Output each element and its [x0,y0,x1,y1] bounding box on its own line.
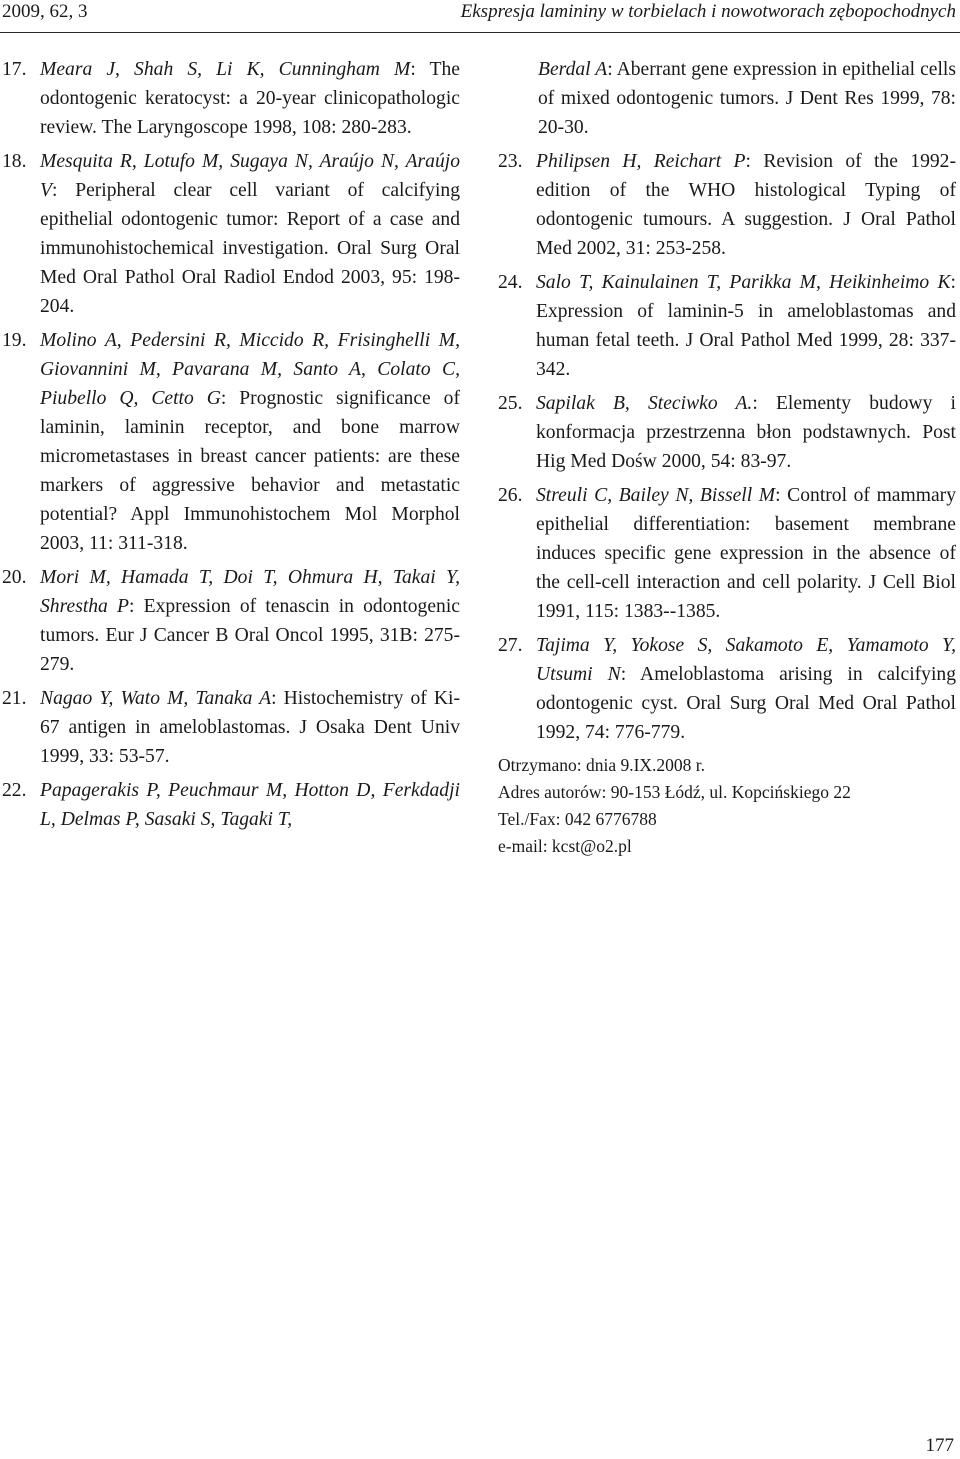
left-column [2,55,460,839]
reference-18 [2,147,460,321]
reference-text: : Aberrant gene expression in epithelial cells of mixed odontogenic tumors. J Dent Res 1999, 78: 20-30. [538,59,956,138]
phone-fax: Tel./Fax: 042 6776788 [498,809,657,829]
author-address: Adres autorów: 90-153 Łódź, ul. Kopcińskiego 22 [498,782,851,802]
reference-number: 25. [498,393,523,414]
reference-text: : Expression of laminin-5 in ameloblastomas and human fetal teeth. J Oral Pathol Med 1999, 28: 337-342. [536,272,956,380]
reference-27 [498,631,956,747]
reference-text: : Histochemistry of Ki-67 antigen in ameloblastomas. J Osaka Dent Univ 1999, 33: 53-57. [40,688,460,767]
email-address: e-mail: kcst@o2.pl [498,836,632,856]
reference-authors: Streuli C, Bailey N, Bissell M [536,485,776,506]
reference-text: : Elementy budowy i konformacja przestrzenna błon podstawnych. Post Hig Med Dośw 2000, 54: 83-97. [536,393,956,472]
reference-authors: Tajima Y, Yokose S, Sakamoto E, Yamamoto Y, Utsumi N [536,635,956,685]
reference-authors: Mori M, Hamada T, Doi T, Ohmura H, Takai Y, Shrestha P [40,567,460,617]
reference-authors: Berdal A [538,59,608,80]
reference-authors: Papagerakis P, Peuchmaur M, Hotton D, Ferkdadji L, Delmas P, Sasaki S, Tagaki T, [40,780,460,830]
reference-number: 21. [2,688,27,709]
reference-text: : Control of mammary epithelial differentiation: basement membrane induces specific gene expression in the absence of the cell-cell interaction and cell polarity. J Cell Biol 1991, 115: 1383--1385. [536,485,957,622]
reference-26 [498,481,956,626]
reference-number: 23. [498,151,523,172]
reference-text: : Ameloblastoma arising in calcifying odontogenic cyst. Oral Surg Oral Med Oral Pathol 1992, 74: 776-779. [536,664,957,743]
right-column [498,55,956,860]
reference-number: 18. [2,151,27,172]
reference-text: : Revision of the 1992-edition of the WHO histological Typing of odontogenic tumours. A suggestion. J Oral Pathol Med 2002, 31: 253-258. [536,151,956,259]
page-number: 177 [925,1435,954,1456]
reference-text: : Prognostic significance of laminin, laminin receptor, and bone marrow micrometastases in breast cancer patients: are these markers of aggressive behavior and metastatic potential? Appl Immunohistochem Mol Morphol 2003, 11: 311-318. [40,388,460,554]
reference-20 [2,563,460,679]
reference-number: 17. [2,59,27,80]
reference-number: 22. [2,780,27,801]
reference-number: 24. [498,272,523,293]
reference-17 [2,55,460,142]
reference-number: 19. [2,330,27,351]
reference-number: 26. [498,485,523,506]
reference-22 [2,776,460,834]
received-date: Otrzymano: dnia 9.IX.2008 r. [498,755,706,775]
reference-text: : Expression of tenascin in odontogenic tumors. Eur J Cancer B Oral Oncol 1995, 31B: 275-279. [40,596,460,675]
reference-23 [498,147,956,263]
reference-21 [2,684,460,771]
reference-authors: Sapilak B, Steciwko A. [536,393,753,414]
reference-text: : The odontogenic keratocyst: a 20-year clinicopathologic review. The Laryngoscope 1998, 108: 280-283. [40,59,461,138]
running-header [0,0,960,33]
reference-text: : Peripheral clear cell variant of calcifying epithelial odontogenic tumor: Report of a case and immunohistochemical investigation. Oral Surg Oral Med Oral Pathol Oral Radiol Endod 2003, 95: 198-204. [40,180,460,317]
reference-number: 27. [498,635,523,656]
journal-issue: 2009, 62, 3 [2,1,88,22]
article-metadata [498,752,956,860]
reference-authors: Salo T, Kainulainen T, Parikka M, Heikinheimo K [536,272,951,293]
reference-authors: Mesquita R, Lotufo M, Sugaya N, Araújo N, Araújo V [40,151,460,201]
reference-authors: Nagao Y, Wato M, Tanaka A [40,688,272,709]
reference-number: 20. [2,567,27,588]
reference-authors: Molino A, Pedersini R, Miccido R, Frisinghelli M, Giovannini M, Pavarana M, Santo A, Colato C, Piubello Q, Cetto G [40,330,460,409]
reference-authors: Philipsen H, Reichart P [536,151,746,172]
running-title: Ekspresja lamininy w torbielach i nowotworach zębopochodnych [460,1,956,22]
reference-22-continuation [498,55,956,142]
reference-authors: Meara J, Shah S, Li K, Cunningham M [40,59,411,80]
reference-19 [2,326,460,558]
reference-24 [498,268,956,384]
reference-25 [498,389,956,476]
